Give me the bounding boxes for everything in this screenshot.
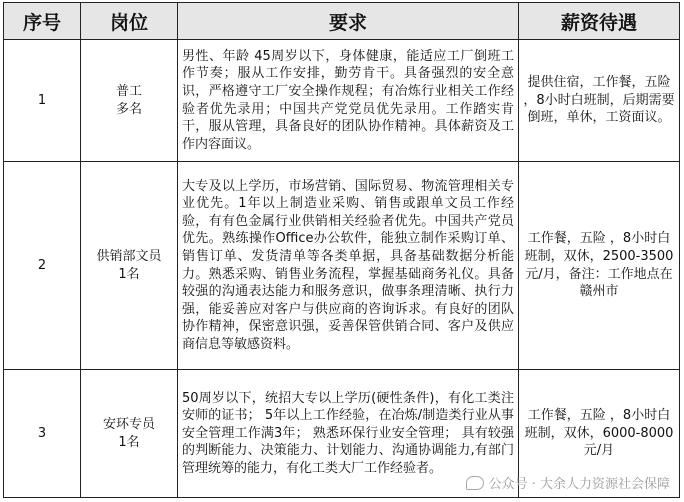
position-count: 1名	[118, 434, 140, 450]
watermark-text: 公众号 · 大余人力资源社会保障	[488, 477, 670, 492]
header-no: 序号	[4, 3, 81, 40]
salary-cell: 工作餐，五险 ，8小时白班制，双休，6000-8000元/月	[519, 370, 680, 498]
watermark	[466, 473, 670, 492]
header-salary: 薪资待遇	[519, 3, 680, 40]
requirements-cell: 大专及以上学历，市场营销、国际贸易、物流管理相关专业优先。1年以上制造业采购、销售或跟单文员工作经验，有有色金属行业供销相关经验者优先。中国共产党员优先。熟练操作Office办公软件，能独立制作采购订单、销售订单、发货清单等各类单据，具备基础数据分析能力。熟悉采购、销售业务流程，掌握基础商务礼仪。具备较强的沟通表达能力和服务意识，做事条理清晰、执行力强，能妥善应对客户与供应商的咨询诉求。有良好的团队协作精神，保密意识强，妥善保管供销合同、客户及供应商信息等敏感资料。	[178, 162, 519, 370]
position-title: 安环专员	[102, 416, 155, 432]
position-count: 多名	[115, 101, 142, 117]
job-table	[3, 2, 680, 498]
position-count: 1名	[118, 266, 140, 282]
salary-cell: 提供住宿，工作餐，五险 ，8小时白班制，后期需要倒班，单休，工资面议。	[519, 40, 680, 162]
salary-cell: 工作餐，五险 ，8小时白班制，双休，2500-3500元/月，备注：工作地点在赣州市	[519, 162, 680, 370]
wechat-icon	[466, 476, 484, 490]
header-row	[4, 3, 680, 40]
row-number: 2	[4, 162, 81, 370]
table-row	[4, 40, 680, 162]
row-number: 3	[4, 370, 81, 498]
position-title: 普工	[115, 83, 142, 99]
position-title: 供销部文员	[96, 248, 162, 264]
table-row	[4, 162, 680, 370]
position-cell	[81, 40, 178, 162]
row-number: 1	[4, 40, 81, 162]
header-requirements: 要求	[178, 3, 519, 40]
requirements-cell: 男性、年龄 45周岁以下，身体健康，能适应工厂倒班工作节奏；服从工作安排，勤劳肯干。具备强烈的安全意识，严格遵守工厂安全操作规程；有冶炼行业相关工作经验者优先录用；中国共产党党员优先录用。工作踏实肯干，服从管理，具备良好的团队协作精神。具体薪资及工作内容面议。	[178, 40, 519, 162]
header-position: 岗位	[81, 3, 178, 40]
position-cell	[81, 370, 178, 498]
requirements-cell: 50周岁以下，统招大专以上学历(硬性条件)，有化工类注安师的证书； 5年以上工作经验，在冶炼/制造类行业从事安全管理工作满3年； 熟悉环保行业安全管理； 具有较强的判断能力、决策能力、计划能力、沟通协调能力,有部门管理统筹的能力，有化工类大厂工作经验者。	[178, 370, 519, 498]
position-cell	[81, 162, 178, 370]
